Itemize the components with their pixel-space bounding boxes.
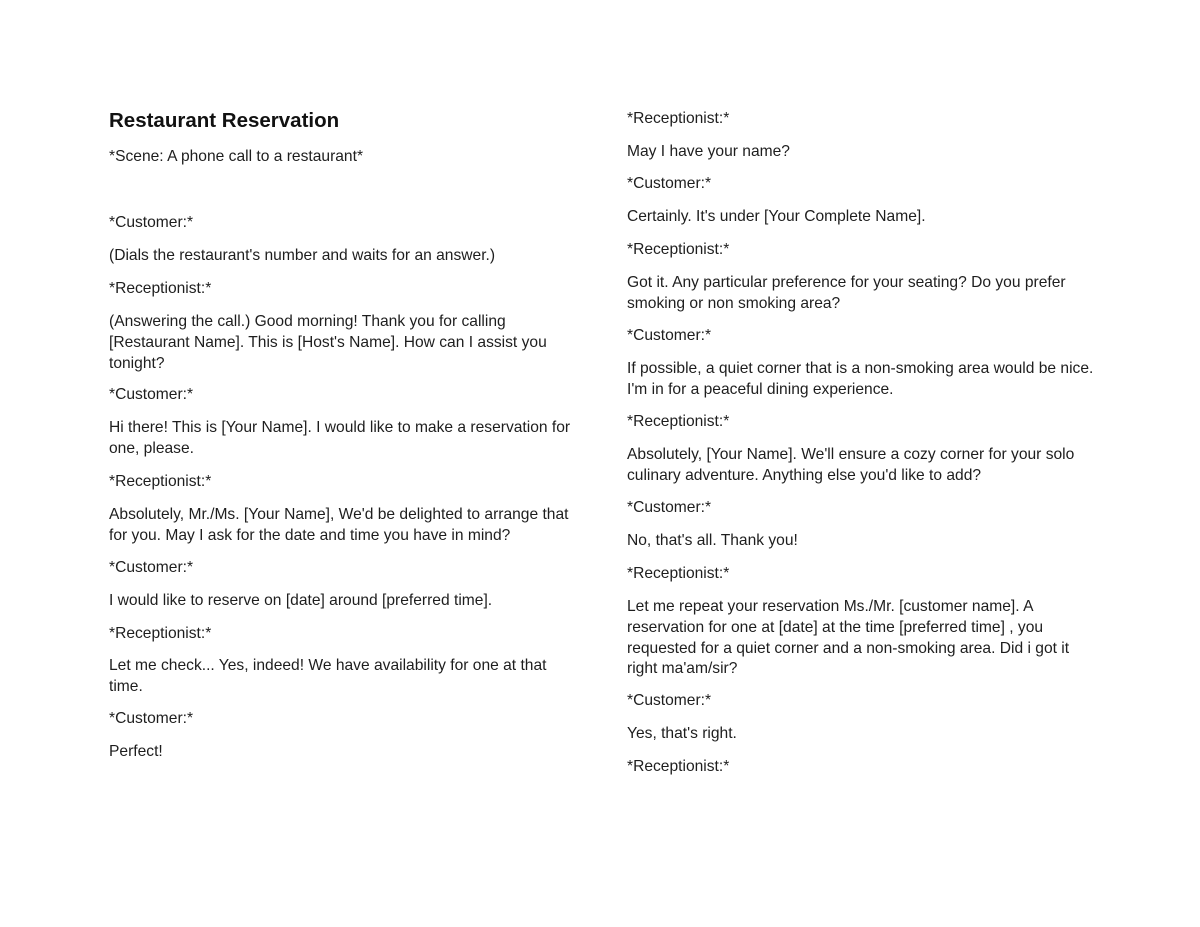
- dialogue-line: I would like to reserve on [date] around [preferred time].: [109, 592, 493, 609]
- speaker-label: *Customer:*: [627, 499, 712, 516]
- document-title: Restaurant Reservation: [109, 109, 340, 132]
- speaker-label: *Receptionist:*: [109, 625, 212, 642]
- speaker-label: *Receptionist:*: [627, 110, 730, 127]
- dialogue-line: (Dials the restaurant's number and waits for an answer.): [109, 247, 496, 264]
- dialogue-line: (Answering the call.) Good morning! Thank you for calling [Restaurant Name]. This is [Host's Name]. How can I assist you tonight?: [109, 313, 547, 372]
- speaker-label: *Receptionist:*: [627, 565, 730, 582]
- dialogue-line: No, that's all. Thank you!: [627, 532, 798, 549]
- dialogue-line: Absolutely, Mr./Ms. [Your Name], We'd be delighted to arrange that for you. May I ask for the date and time you have in mind?: [109, 506, 569, 544]
- speaker-label: *Customer:*: [109, 214, 194, 231]
- dialogue-line: If possible, a quiet corner that is a non-smoking area would be nice. I'm in for a peaceful dining experience.: [627, 360, 1094, 398]
- speaker-label: *Customer:*: [627, 692, 712, 709]
- speaker-label: *Receptionist:*: [627, 758, 730, 775]
- dialogue-line: Let me repeat your reservation Ms./Mr. [customer name]. A reservation for one at [date] at the time [preferred time] , you requested for a quiet corner and a non-smoking area. Did i got it right ma'am/sir?: [627, 598, 1070, 678]
- dialogue-line: Perfect!: [109, 743, 163, 760]
- scene-description: *Scene: A phone call to a restaurant*: [109, 148, 364, 165]
- dialogue-line: Absolutely, [Your Name]. We'll ensure a cozy corner for your solo culinary adventure. Anything else you'd like to add?: [627, 446, 1075, 484]
- dialogue-line: May I have your name?: [627, 143, 790, 160]
- speaker-label: *Customer:*: [109, 710, 194, 727]
- dialogue-line: Got it. Any particular preference for your seating? Do you prefer smoking or non smoking area?: [627, 274, 1066, 312]
- speaker-label: *Customer:*: [109, 559, 194, 576]
- speaker-label: *Receptionist:*: [627, 241, 730, 258]
- dialogue-line: Certainly. It's under [Your Complete Name].: [627, 208, 926, 225]
- dialogue-line: Hi there! This is [Your Name]. I would like to make a reservation for one, please.: [109, 419, 571, 457]
- speaker-label: *Customer:*: [627, 327, 712, 344]
- speaker-label: *Receptionist:*: [109, 280, 212, 297]
- dialogue-line: Let me check... Yes, indeed! We have availability for one at that time.: [109, 657, 547, 695]
- speaker-label: *Customer:*: [109, 386, 194, 403]
- dialogue-line: Yes, that's right.: [627, 725, 737, 742]
- speaker-label: *Receptionist:*: [627, 413, 730, 430]
- speaker-label: *Receptionist:*: [109, 473, 212, 490]
- speaker-label: *Customer:*: [627, 175, 712, 192]
